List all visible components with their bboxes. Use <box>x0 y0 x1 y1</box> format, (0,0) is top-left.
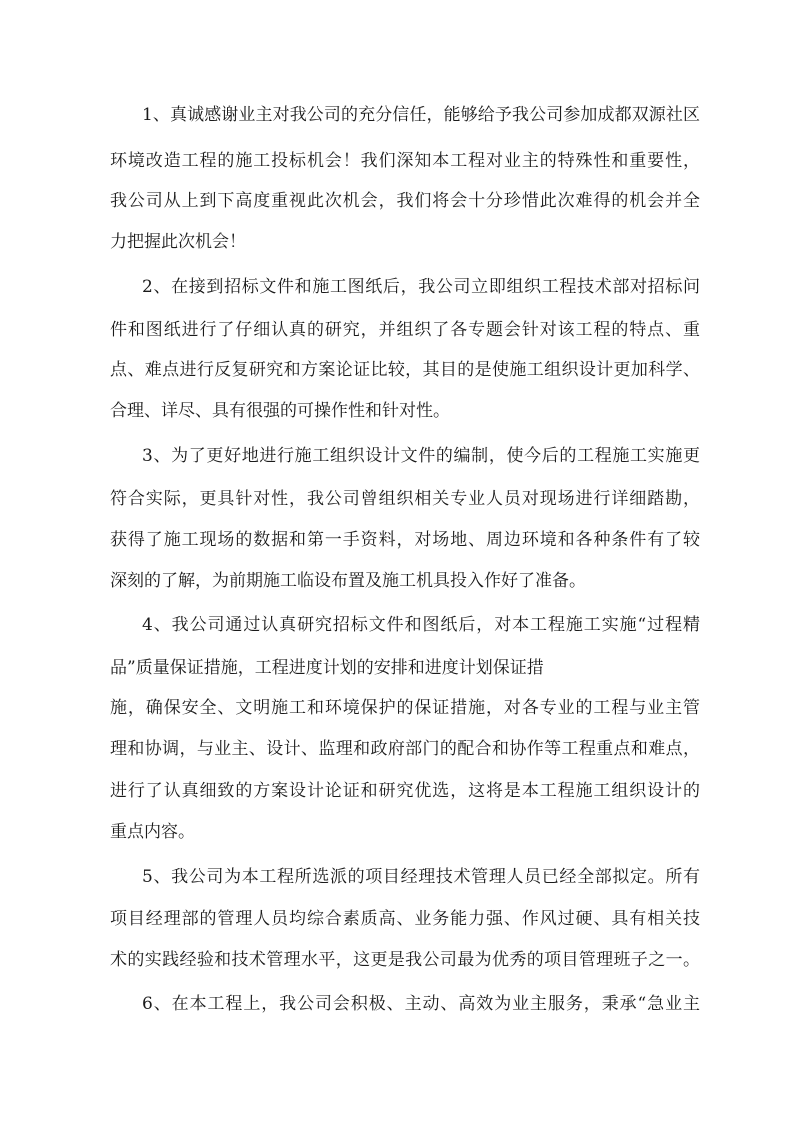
paragraph-1-line-4: 力把握此次机会！ <box>110 232 246 252</box>
paragraph-4-line-5: 进行了认真细致的方案设计论证和研究优选，这将是本工程施工组织设计的 <box>110 781 700 801</box>
paragraph-4-line-6: 重点内容。 <box>110 822 195 842</box>
paragraph-3-line-1: 3、为了更好地进行施工组织设计文件的编制，使今后的工程施工实施更 <box>142 446 700 466</box>
paragraph-3-line-4: 深刻的了解，为前期施工临设布置及施工机具投入作好了准备。 <box>110 571 586 591</box>
paragraph-3-line-2: 符合实际，更具针对性，我公司曾组织相关专业人员对现场进行详细踏勘， <box>110 489 700 509</box>
paragraph-5-line-2: 项目经理部的管理人员均综合素质高、业务能力强、作风过硬、具有相关技 <box>110 909 700 929</box>
paragraph-6-line-1: 6、在本工程上，我公司会积极、主动、高效为业主服务，秉承“急业主 <box>142 994 700 1014</box>
paragraph-4-line-3: 施，确保安全、文明施工和环境保护的保证措施，对各专业的工程与业主管 <box>110 698 700 718</box>
paragraph-4-line-2: 品”质量保证措施，工程进度计划的安排和进度计划保证措 <box>110 658 544 678</box>
paragraph-1-line-3: 我公司从上到下高度重视此次机会，我们将会十分珍惜此次难得的机会并全 <box>110 191 700 211</box>
paragraph-2-line-2: 件和图纸进行了仔细认真的研究，并组织了各专题会针对该工程的特点、重 <box>110 320 700 340</box>
paragraph-1-line-1: 1、真诚感谢业主对我公司的充分信任，能够给予我公司参加成都双源社区 <box>142 105 700 125</box>
paragraph-4-line-1: 4、我公司通过认真研究招标文件和图纸后，对本工程施工实施“过程精 <box>142 615 700 635</box>
paragraph-2-line-1: 2、在接到招标文件和施工图纸后，我公司立即组织工程技术部对招标问 <box>142 277 700 297</box>
paragraph-2-line-3: 点、难点进行反复研究和方案论证比较，其目的是使施工组织设计更加科学、 <box>110 360 700 380</box>
paragraph-4-line-4: 理和协调，与业主、设计、监理和政府部门的配合和协作等工程重点和难点， <box>110 739 700 759</box>
paragraph-5-line-1: 5、我公司为本工程所选派的项目经理技术管理人员已经全部拟定。所有 <box>142 867 700 887</box>
paragraph-1-line-2: 环境改造工程的施工投标机会！我们深知本工程对业主的特殊性和重要性， <box>110 151 700 171</box>
paragraph-3-line-3: 获得了施工现场的数据和第一手资料，对场地、周边环境和各种条件有了较 <box>110 530 700 550</box>
paragraph-2-line-4: 合理、详尽、具有很强的可操作性和针对性。 <box>110 401 450 421</box>
paragraph-5-line-3: 术的实践经验和技术管理水平，这更是我公司最为优秀的项目管理班子之一。 <box>110 950 700 970</box>
